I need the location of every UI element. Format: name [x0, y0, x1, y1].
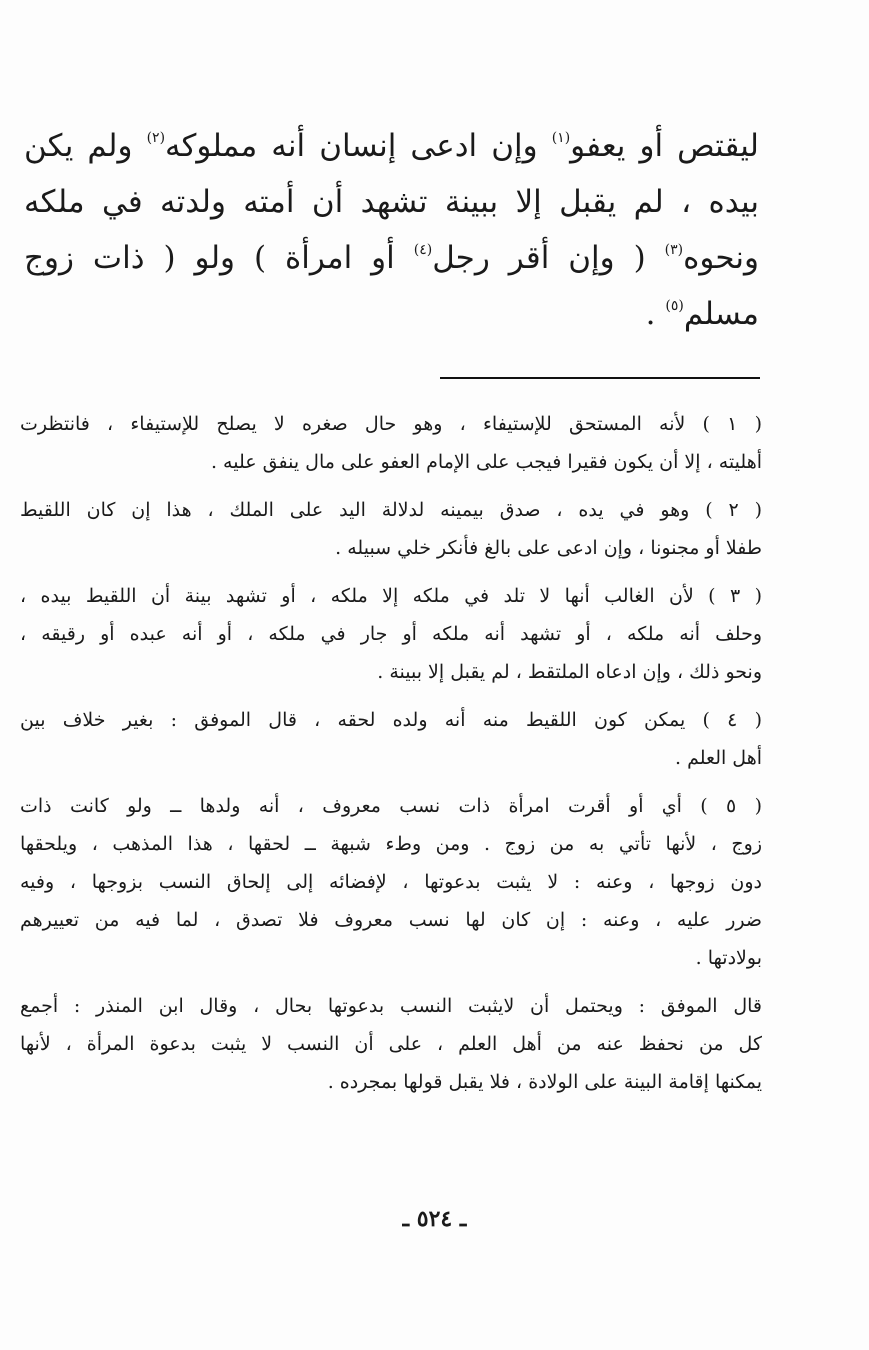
footnote-line: طفلا أو مجنونا ، وإن ادعى على بالغ فأنكر خلي سبيله .	[335, 537, 762, 559]
footnote-line: قال الموفق : ويحتمل أن لايثبت النسب بدعوتها بحال ، وقال ابن المنذر : أجمع	[20, 995, 762, 1017]
footnotes-section	[20, 405, 762, 1111]
footnote-line: ( ٢ ) وهو في يده ، صدق بيمينه لدلالة اليد على الملك ، هذا إن كان اللقيط	[20, 499, 762, 521]
footnote-line: كل من نحفظ عنه من أهل العلم ، على أن النسب لا يثبت بدعوة المرأة ، لأنها	[20, 1033, 762, 1055]
footnote-line: ( ٣ ) لأن الغالب أنها لا تلد في ملكه إلا ملكه ، أو تشهد بينة أن اللقيط بيده ،	[20, 585, 762, 607]
footnote-line: زوج ، لأنها تأتي به من زوج . ومن وطء شبهة ــ لحقها ، هذا المذهب ، ويلحقها	[20, 833, 762, 855]
main-text-segment: ونحوه	[683, 240, 759, 276]
main-text-line	[24, 174, 759, 230]
main-text-line	[24, 286, 759, 342]
footnote-5	[20, 787, 762, 977]
footnote-1	[20, 405, 762, 481]
footnote-line: أهل العلم .	[675, 747, 762, 769]
main-text-segment: بيده ، لم يقبل إلا ببينة تشهد أن أمته ولدته في ملكه	[24, 184, 759, 220]
footnote-line: ونحو ذلك ، وإن ادعاه الملتقط ، لم يقبل إلا ببينة .	[377, 661, 762, 683]
footnote-continuation	[20, 987, 762, 1101]
main-text-segment: ولم يكن	[24, 128, 147, 164]
footnote-marker[interactable]: (٣)	[664, 242, 684, 258]
footnote-line: ( ٥ ) أي أو أقرت امرأة ذات نسب معروف ، أنه ولدها ــ ولو كانت ذات	[20, 795, 762, 817]
footnote-line: بولادتها .	[695, 947, 762, 969]
footnote-marker[interactable]: (٤)	[413, 242, 433, 258]
main-text-segment: .	[645, 296, 666, 332]
main-text-line	[24, 230, 759, 286]
footnote-4	[20, 701, 762, 777]
footnote-separator	[440, 377, 760, 379]
footnote-2	[20, 491, 762, 567]
main-text-segment: أو امرأة ) ولو ( ذات زوج	[24, 240, 414, 276]
footnote-3	[20, 577, 762, 691]
footnote-line: ( ١ ) لأنه المستحق للإستيفاء ، وهو حال صغره لا يصلح للإستيفاء ، فانتظرت	[20, 413, 762, 435]
footnote-line: يمكنها إقامة البينة على الولادة ، فلا يقبل قولها بمجرده .	[327, 1071, 762, 1093]
footnote-line: أهليته ، إلا أن يكون فقيرا فيجب على الإمام العفو على مال ينفق عليه .	[210, 451, 762, 473]
footnote-marker[interactable]: (٥)	[665, 298, 684, 314]
main-text-block	[24, 118, 759, 342]
main-text-segment: وإن ادعى إنسان أنه مملوكه	[165, 128, 552, 164]
footnote-line: ضرر عليه ، وعنه : إن كان لها نسب معروف فلا تصدق ، لما فيه من تعييرهم	[20, 909, 762, 931]
footnote-line: ( ٤ ) يمكن كون اللقيط منه أنه ولده لحقه ، قال الموفق : بغير خلاف بين	[20, 709, 762, 731]
main-text-segment: مسلم	[683, 296, 759, 332]
page-number: ـ ٥٢٤ ـ	[402, 1206, 467, 1232]
footnote-marker[interactable]: (٢)	[146, 130, 166, 146]
main-text-line	[24, 118, 759, 174]
footnote-line: وحلف أنه ملكه ، أو تشهد أنه ملكه أو جار في ملكه ، أو أنه عبده أو رقيقه ،	[20, 623, 762, 645]
main-text-segment: ليقتص أو يعفو	[570, 128, 759, 164]
footnote-line: دون زوجها ، وعنه : لا يثبت بدعوتها ، لإفضائه إلى إلحاق النسب بزوجها ، وفيه	[20, 871, 762, 893]
main-text-segment: ( وإن أقر رجل	[432, 240, 665, 276]
footnote-marker[interactable]: (١)	[551, 130, 571, 146]
